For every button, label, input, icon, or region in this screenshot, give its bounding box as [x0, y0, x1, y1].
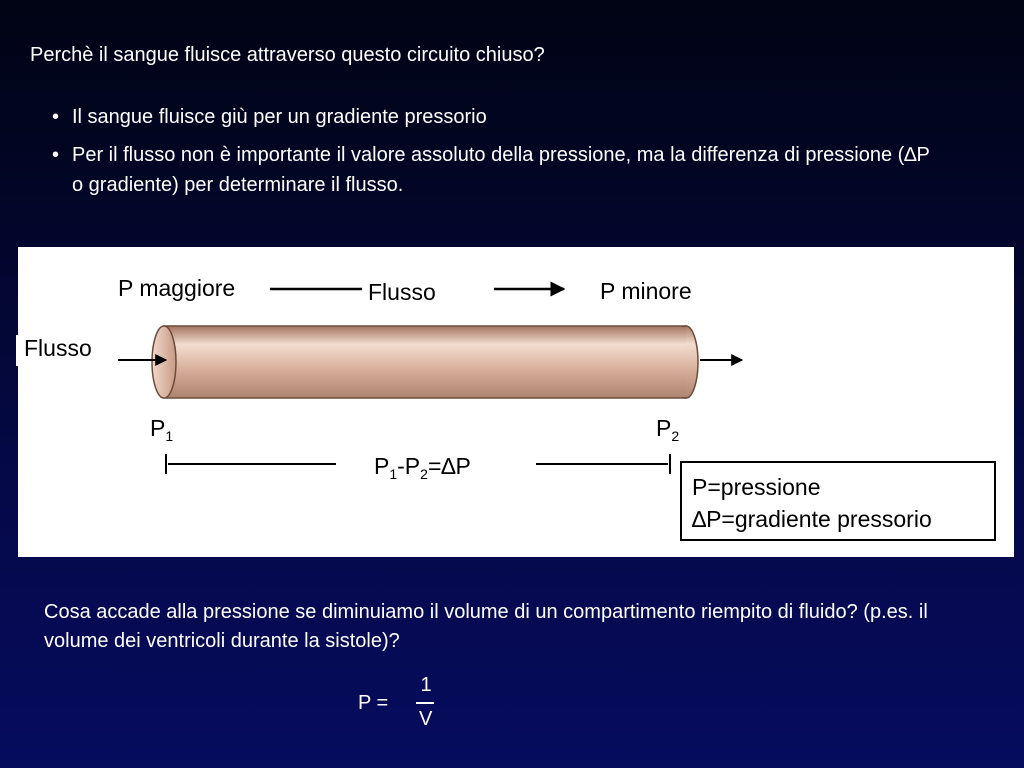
p1-subscript: 1 — [165, 428, 174, 444]
delta-equals: =∆P — [427, 453, 471, 479]
p2-base: P — [656, 415, 672, 441]
bullet-list — [52, 102, 932, 208]
low-pressure-label: P minore — [600, 278, 692, 304]
flow-label-top: Flusso — [368, 279, 436, 305]
flow-label-left: Flusso — [16, 335, 100, 366]
bullet-text: Il sangue fluisce giù per un gradiente pressorio — [72, 106, 487, 128]
delta-p1: P — [374, 453, 390, 479]
legend-gradient: ∆P=gradiente pressorio — [692, 506, 932, 532]
p2-subscript: 2 — [671, 428, 680, 444]
blood-vessel-tube — [152, 326, 698, 398]
legend-pressure: P=pressione — [692, 474, 821, 500]
high-pressure-label: P maggiore — [118, 275, 236, 301]
bullet-dot: • — [52, 106, 60, 128]
flow-diagram-panel — [18, 247, 1014, 557]
pressure-volume-formula — [358, 676, 478, 736]
formula-denominator: V — [419, 708, 433, 730]
bullet-item — [52, 102, 932, 132]
legend-box — [680, 461, 996, 541]
formula-fraction-bar — [416, 702, 434, 704]
bullet-dot: • — [52, 144, 60, 166]
delta-p-equation — [374, 453, 471, 482]
formula-numerator: 1 — [420, 674, 432, 696]
delta-minus-p2: -P — [397, 453, 421, 479]
delta-p1-subscript: 1 — [389, 466, 398, 482]
question-text: Cosa accade alla pressione se diminuiamo il volume di un compartimento riempito di fluido? (p.es. il volume dei ventricoli durante la sistole)? — [44, 601, 928, 652]
bullet-text: Per il flusso non è importante il valore assoluto della pressione, ma la differenza di pressione (∆P o gradiente) per determinare il flusso. — [72, 144, 930, 196]
slide-title: Perchè il sangue fluisce attraverso questo circuito chiuso? — [30, 44, 545, 66]
p2-label — [656, 415, 679, 444]
delta-p2-subscript: 2 — [420, 466, 428, 482]
p1-base: P — [150, 415, 166, 441]
formula-lhs: P = — [358, 692, 389, 714]
p1-label — [150, 415, 173, 444]
bullet-item — [52, 140, 932, 200]
